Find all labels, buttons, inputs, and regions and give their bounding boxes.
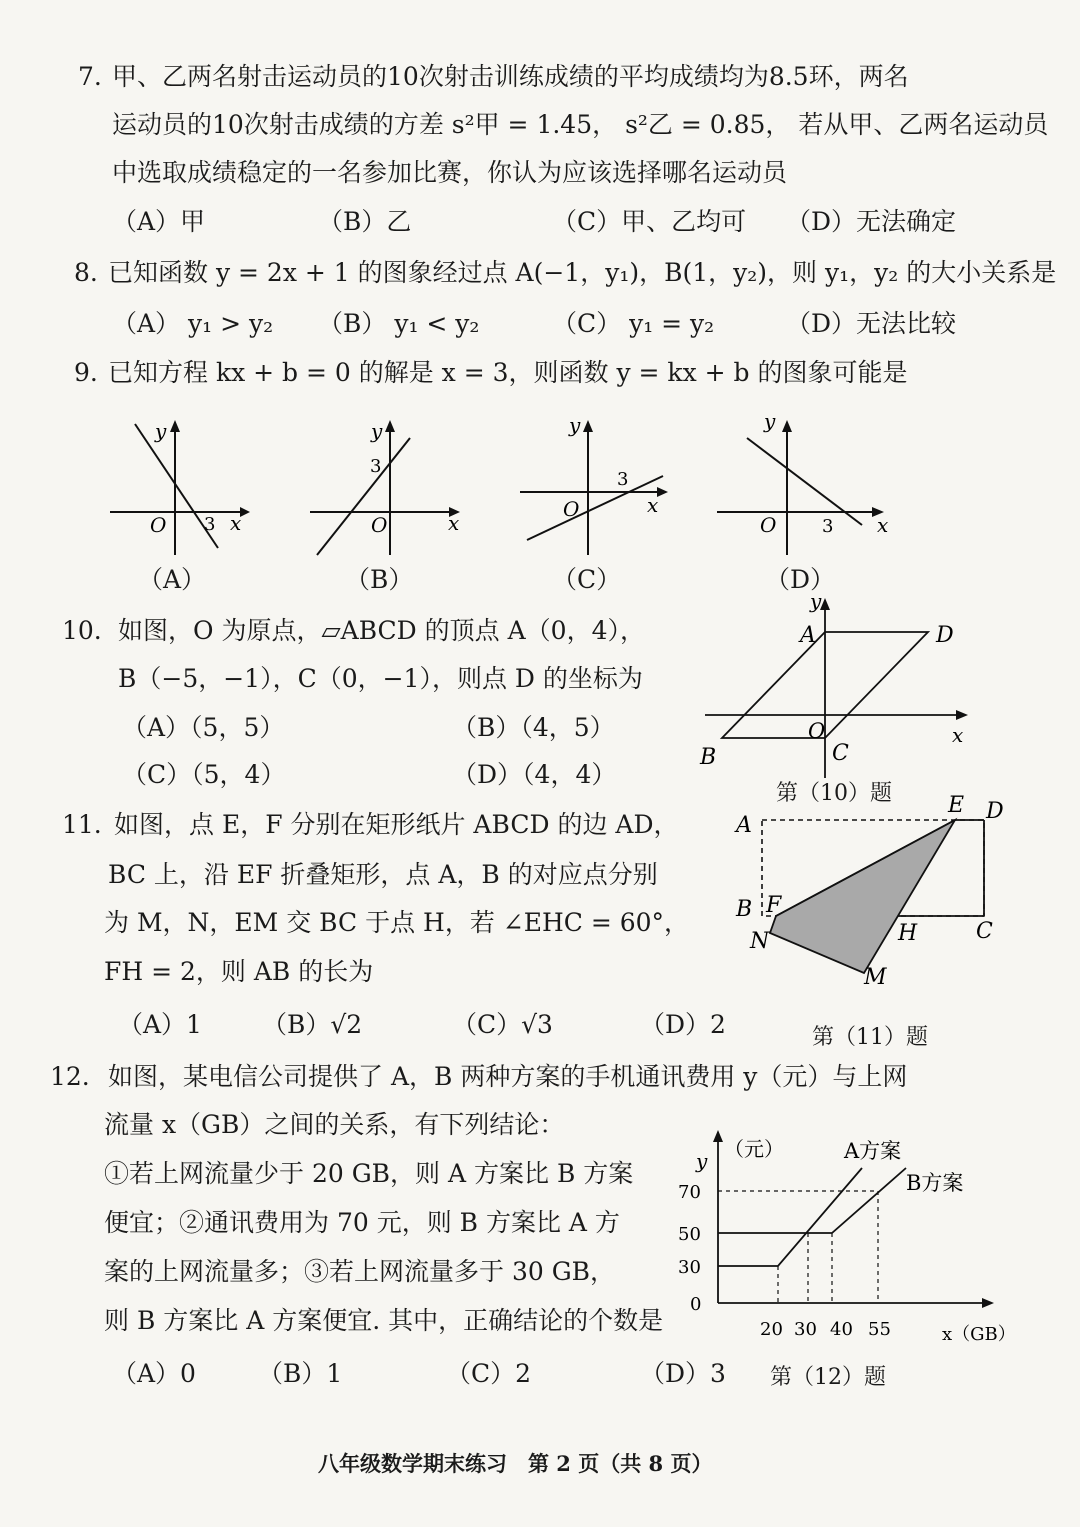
label-d: D bbox=[986, 799, 1004, 824]
q8-option-d: （D）无法比较 bbox=[786, 309, 957, 338]
q10-option-a: （A）（5，5） bbox=[122, 713, 285, 742]
label-d: D bbox=[936, 623, 954, 648]
x-tick-55: 55 bbox=[868, 1319, 891, 1340]
label-e: E bbox=[948, 793, 965, 818]
label-f: F bbox=[766, 893, 782, 918]
q9-graph-d bbox=[712, 410, 892, 560]
q11-option-b: （B）√2 bbox=[262, 1010, 363, 1039]
x-axis-arrow bbox=[657, 487, 668, 497]
q12-line-3: ①若上网流量少于 20 GB，则 A 方案比 B 方案 bbox=[104, 1159, 634, 1188]
q7-line-1: 甲、乙两名射击运动员的10次射击训练成绩的平均成绩均为8.5环，两名 bbox=[112, 62, 909, 91]
q12-option-b: （B）1 bbox=[258, 1359, 343, 1388]
q7-option-c: （C）甲、乙均可 bbox=[552, 207, 747, 236]
three-label: 3 bbox=[370, 456, 382, 477]
q7-option-b: （B）乙 bbox=[318, 207, 412, 236]
x-tick-40: 40 bbox=[830, 1319, 853, 1340]
plan-a-label: A方案 bbox=[844, 1139, 902, 1163]
function-line bbox=[317, 438, 410, 555]
page-footer: 八年级数学期末练习 第 2 页（共 8 页） bbox=[318, 1451, 713, 1476]
q10-figure bbox=[700, 590, 980, 780]
label-a: A bbox=[736, 813, 752, 838]
q11-number: 11. bbox=[62, 810, 102, 839]
q7-line-2: 运动员的10次射击成绩的方差 s²甲 = 1.45， s²乙 = 0.85， 若从甲、乙两名运动员 bbox=[112, 110, 1049, 139]
label-a: A bbox=[800, 623, 816, 648]
y-label: y bbox=[764, 409, 776, 433]
q11-line-1: 如图，点 E，F 分别在矩形纸片 ABCD 的边 AD， bbox=[114, 810, 679, 839]
plan-b-label: B方案 bbox=[906, 1171, 964, 1195]
label-o: O bbox=[808, 719, 826, 743]
label-c: C bbox=[832, 741, 849, 766]
folded-region bbox=[770, 820, 955, 973]
q8-number: 8. bbox=[74, 258, 98, 287]
origin-label: 0 bbox=[690, 1294, 702, 1315]
y-tick-70: 70 bbox=[678, 1182, 701, 1203]
x-label: x bbox=[647, 493, 659, 517]
q9-option-a: （A） bbox=[138, 565, 207, 594]
q10-line-2: B（−5，−1），C（0，−1），则点 D 的坐标为 bbox=[118, 664, 643, 693]
q11-option-c: （C）√3 bbox=[452, 1010, 553, 1039]
y-label: y bbox=[155, 419, 167, 443]
y-axis-arrow bbox=[713, 1130, 723, 1142]
x-axis-arrow bbox=[240, 507, 250, 517]
three-label: 3 bbox=[822, 516, 834, 537]
q11-option-d: （D）2 bbox=[640, 1010, 726, 1039]
dashed-guides bbox=[718, 1191, 878, 1303]
label-y: y bbox=[810, 589, 822, 613]
x-label: x bbox=[448, 511, 460, 535]
q11-line-4: FH = 2，则 AB 的长为 bbox=[104, 957, 374, 986]
y-axis-arrow bbox=[782, 420, 792, 432]
q12-line-2: 流量 x（GB）之间的关系，有下列结论： bbox=[104, 1110, 565, 1139]
x-axis-label: x（GB） bbox=[942, 1324, 1016, 1345]
label-c: C bbox=[976, 919, 993, 944]
x-tick-20: 20 bbox=[760, 1319, 783, 1340]
q12-caption: 第（12）题 bbox=[770, 1365, 886, 1390]
function-line bbox=[527, 476, 663, 540]
q8-option-a: （A） y₁ > y₂ bbox=[112, 309, 274, 338]
q11-figure bbox=[730, 788, 1010, 998]
q12-figure bbox=[670, 1120, 1040, 1350]
q11-line-2: BC 上，沿 EF 折叠矩形，点 A，B 的对应点分别 bbox=[108, 860, 658, 889]
y-unit-label: （元） bbox=[724, 1137, 784, 1161]
q9-number: 9. bbox=[74, 358, 98, 387]
y-axis-arrow bbox=[583, 420, 593, 432]
label-h: H bbox=[898, 921, 918, 946]
q10-number: 10. bbox=[62, 616, 102, 645]
q12-line-4: 便宜；②通讯费用为 70 元，则 B 方案比 A 方 bbox=[104, 1208, 620, 1237]
label-m: M bbox=[864, 965, 887, 990]
origin-label: O bbox=[150, 513, 167, 537]
q9-graph-a bbox=[100, 410, 260, 560]
y-tick-30: 30 bbox=[678, 1257, 701, 1278]
q10-line-1: 如图，O 为原点，▱ABCD 的顶点 A（0，4）， bbox=[118, 616, 645, 645]
q10-option-c: （C）（5，4） bbox=[122, 760, 286, 789]
x-tick-30: 30 bbox=[794, 1319, 817, 1340]
q12-option-d: （D）3 bbox=[640, 1359, 726, 1388]
x-axis-arrow bbox=[982, 1298, 994, 1308]
q11-line-3: 为 M，N，EM 交 BC 于点 H，若 ∠EHC = 60°， bbox=[104, 908, 690, 937]
q9-graph-c bbox=[515, 410, 685, 560]
q11-option-a: （A）1 bbox=[118, 1010, 202, 1039]
three-label: 3 bbox=[617, 469, 629, 490]
label-b: B bbox=[700, 745, 717, 770]
q8-option-b: （B） y₁ < y₂ bbox=[318, 309, 480, 338]
label-x: x bbox=[952, 723, 964, 747]
q9-option-b: （B） bbox=[345, 565, 414, 594]
q7-line-3: 中选取成绩稳定的一名参加比赛，你认为应该选择哪名运动员 bbox=[112, 158, 788, 187]
y-axis-arrow bbox=[820, 598, 830, 610]
q11-caption: 第（11）题 bbox=[812, 1025, 928, 1050]
q12-number: 12. bbox=[50, 1062, 90, 1091]
y-label: y bbox=[569, 413, 581, 437]
origin-label: O bbox=[563, 497, 580, 521]
x-label: x bbox=[877, 513, 889, 537]
q12-option-c: （C）2 bbox=[446, 1359, 532, 1388]
q10-option-b: （B）（4，5） bbox=[452, 713, 615, 742]
y-axis-arrow bbox=[385, 420, 395, 432]
x-axis-arrow bbox=[956, 710, 968, 720]
q8-option-c: （C） y₁ = y₂ bbox=[552, 309, 715, 338]
q8-line-1: 已知函数 y = 2x + 1 的图象经过点 A(−1，y₁)，B(1，y₂)，则 y₁，y₂ 的大小关系是 bbox=[108, 258, 1057, 287]
q10-caption: 第（10）题 bbox=[776, 781, 892, 806]
y-axis-label: y bbox=[696, 1149, 708, 1173]
three-label: 3 bbox=[204, 514, 216, 535]
x-label: x bbox=[230, 511, 242, 535]
origin-label: O bbox=[371, 513, 388, 537]
label-b: B bbox=[736, 897, 753, 922]
q12-line-6: 则 B 方案比 A 方案便宜. 其中，正确结论的个数是 bbox=[104, 1306, 664, 1335]
q7-option-a: （A）甲 bbox=[112, 207, 206, 236]
q10-option-d: （D）（4，4） bbox=[452, 760, 617, 789]
y-axis-arrow bbox=[170, 420, 180, 432]
q9-line-1: 已知方程 kx + b = 0 的解是 x = 3，则函数 y = kx + b 的图象可能是 bbox=[108, 358, 908, 387]
q9-option-c: （C） bbox=[552, 565, 622, 594]
plan-a-line bbox=[718, 1168, 862, 1266]
y-label: y bbox=[371, 419, 383, 443]
q9-graph-b bbox=[305, 410, 470, 560]
q12-option-a: （A）0 bbox=[112, 1359, 196, 1388]
q12-line-5: 案的上网流量多；③若上网流量多于 30 GB， bbox=[104, 1257, 616, 1286]
y-tick-50: 50 bbox=[678, 1224, 701, 1245]
label-n: N bbox=[750, 929, 770, 954]
q9-option-d: （D） bbox=[765, 565, 836, 594]
q7-number: 7. bbox=[78, 62, 102, 91]
q12-line-1: 如图，某电信公司提供了 A，B 两种方案的手机通讯费用 y（元）与上网 bbox=[108, 1062, 908, 1091]
origin-label: O bbox=[760, 513, 777, 537]
q7-option-d: （D）无法确定 bbox=[786, 207, 957, 236]
